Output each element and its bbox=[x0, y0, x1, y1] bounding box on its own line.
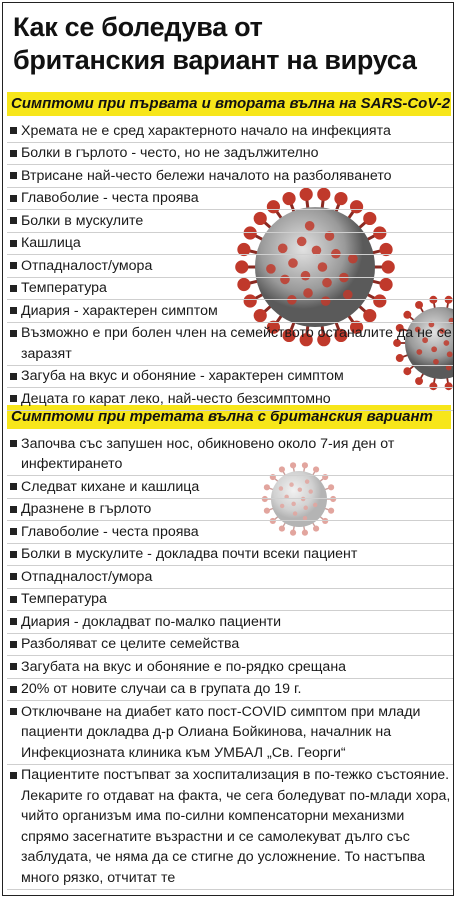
symptom-text: Болки в мускулите bbox=[21, 212, 144, 229]
square-bullet-icon bbox=[10, 395, 17, 402]
square-bullet-icon bbox=[10, 127, 17, 134]
square-bullet-icon bbox=[10, 618, 17, 625]
symptom-item bbox=[7, 499, 453, 522]
square-bullet-icon bbox=[10, 663, 17, 670]
title-line-1: Как се боледува от bbox=[13, 12, 263, 42]
symptom-text: Отпадналост/умора bbox=[21, 568, 153, 585]
square-bullet-icon bbox=[10, 573, 17, 580]
symptom-item bbox=[7, 476, 453, 499]
symptom-item bbox=[7, 278, 453, 301]
symptom-item bbox=[7, 611, 453, 634]
infographic bbox=[2, 2, 454, 896]
symptom-text: Хремата не е сред характерното начало на инфекцията bbox=[21, 122, 391, 139]
symptom-item bbox=[7, 521, 453, 544]
symptom-item bbox=[7, 165, 453, 188]
square-bullet-icon bbox=[10, 528, 17, 535]
symptom-item bbox=[7, 544, 453, 567]
symptom-text: Кашлица bbox=[21, 235, 81, 251]
symptom-item bbox=[7, 300, 453, 323]
symptom-item bbox=[7, 233, 453, 256]
symptom-item bbox=[7, 701, 453, 765]
square-bullet-icon bbox=[10, 240, 17, 247]
square-bullet-icon bbox=[10, 373, 17, 380]
symptom-text: Дразнене в гърлото bbox=[21, 501, 152, 517]
square-bullet-icon bbox=[10, 483, 17, 490]
symptom-item bbox=[7, 656, 453, 679]
symptom-item bbox=[7, 120, 453, 143]
section1-list bbox=[7, 120, 453, 411]
square-bullet-icon bbox=[10, 195, 17, 202]
square-bullet-icon bbox=[10, 506, 17, 513]
symptom-text: Следват кихане и кашлица bbox=[21, 478, 200, 495]
section1-heading: Симптоми при първата и втората вълна на SARS-CoV-2 bbox=[7, 92, 451, 116]
square-bullet-icon bbox=[10, 172, 17, 179]
symptom-text: Главоболие - честа проява bbox=[21, 190, 199, 206]
symptom-text: Болки в гърлото - често, но не задължително bbox=[21, 145, 319, 161]
section2-list bbox=[7, 433, 453, 890]
symptom-item bbox=[7, 634, 453, 657]
symptom-item bbox=[7, 388, 453, 411]
square-bullet-icon bbox=[10, 641, 17, 648]
symptom-item bbox=[7, 589, 453, 612]
symptom-text: Децата го карат леко, най-често безсимптомно bbox=[21, 390, 331, 407]
symptom-text: Загуба на вкус и обоняние - характерен симптом bbox=[21, 368, 344, 384]
symptom-item bbox=[7, 366, 453, 389]
square-bullet-icon bbox=[10, 217, 17, 224]
symptom-text: Втрисане най-често бележи началото на разболяването bbox=[21, 167, 392, 184]
section2-heading: Симптоми при третата вълна с британския вариант bbox=[7, 405, 451, 429]
symptom-text: Отпадналост/умора bbox=[21, 257, 153, 274]
symptom-item bbox=[7, 188, 453, 211]
square-bullet-icon bbox=[10, 285, 17, 292]
square-bullet-icon bbox=[10, 708, 17, 715]
infographic-title bbox=[13, 11, 453, 77]
symptom-text: Отключване на диабет като пост-COVID симптом при млади пациенти докладва д-р Олиана Бойкинова, началник на Инфекциозната клиника към УМБАЛ „Св. Георги“ bbox=[21, 703, 421, 761]
title-line-2: британския вариант на вируса bbox=[13, 45, 417, 75]
square-bullet-icon bbox=[10, 440, 17, 447]
square-bullet-icon bbox=[10, 686, 17, 693]
square-bullet-icon bbox=[10, 330, 17, 337]
symptom-item bbox=[7, 323, 453, 366]
symptom-item bbox=[7, 566, 453, 589]
symptom-text: Възможно е при болен член на семейството останалите да не се заразят bbox=[21, 325, 452, 362]
symptom-text: Температура bbox=[21, 591, 107, 607]
square-bullet-icon bbox=[10, 596, 17, 603]
symptom-text: Болки в мускулите - докладва почти всеки пациент bbox=[21, 546, 358, 562]
symptom-text: 20% от новите случаи са в групата до 19 г. bbox=[21, 681, 302, 697]
symptom-text: Разболяват се целите семейства bbox=[21, 636, 240, 652]
symptom-item bbox=[7, 433, 453, 476]
symptom-text: Главоболие - честа проява bbox=[21, 523, 199, 540]
symptom-item bbox=[7, 210, 453, 233]
symptom-text: Диария - докладват по-малко пациенти bbox=[21, 613, 282, 630]
square-bullet-icon bbox=[10, 150, 17, 157]
square-bullet-icon bbox=[10, 262, 17, 269]
symptom-text: Загубата на вкус и обоняние е по-рядко срещана bbox=[21, 658, 347, 675]
square-bullet-icon bbox=[10, 551, 17, 558]
square-bullet-icon bbox=[10, 772, 17, 779]
symptom-item bbox=[7, 143, 453, 166]
symptom-text: Започва със запушен нос, обикновено около 7-ия ден от инфектирането bbox=[21, 435, 395, 472]
symptom-text: Температура bbox=[21, 280, 107, 296]
symptom-item bbox=[7, 255, 453, 278]
symptom-item bbox=[7, 765, 453, 890]
symptom-item bbox=[7, 679, 453, 702]
square-bullet-icon bbox=[10, 307, 17, 314]
symptom-text: Диария - характерен симптом bbox=[21, 302, 218, 319]
symptom-text: Пациентите постъпват за хоспитализация в по-тежко състояние. Лекарите го отдават на факта, че сега боледуват по-млади хора, чийто организъм има по-силни компенсаторни механизми спрямо засегнатите възрастни и се самолекуват дълго със заблудата, че няма да се стигне до усложнение. То настъпва много рязко, отчитат те bbox=[21, 767, 451, 886]
